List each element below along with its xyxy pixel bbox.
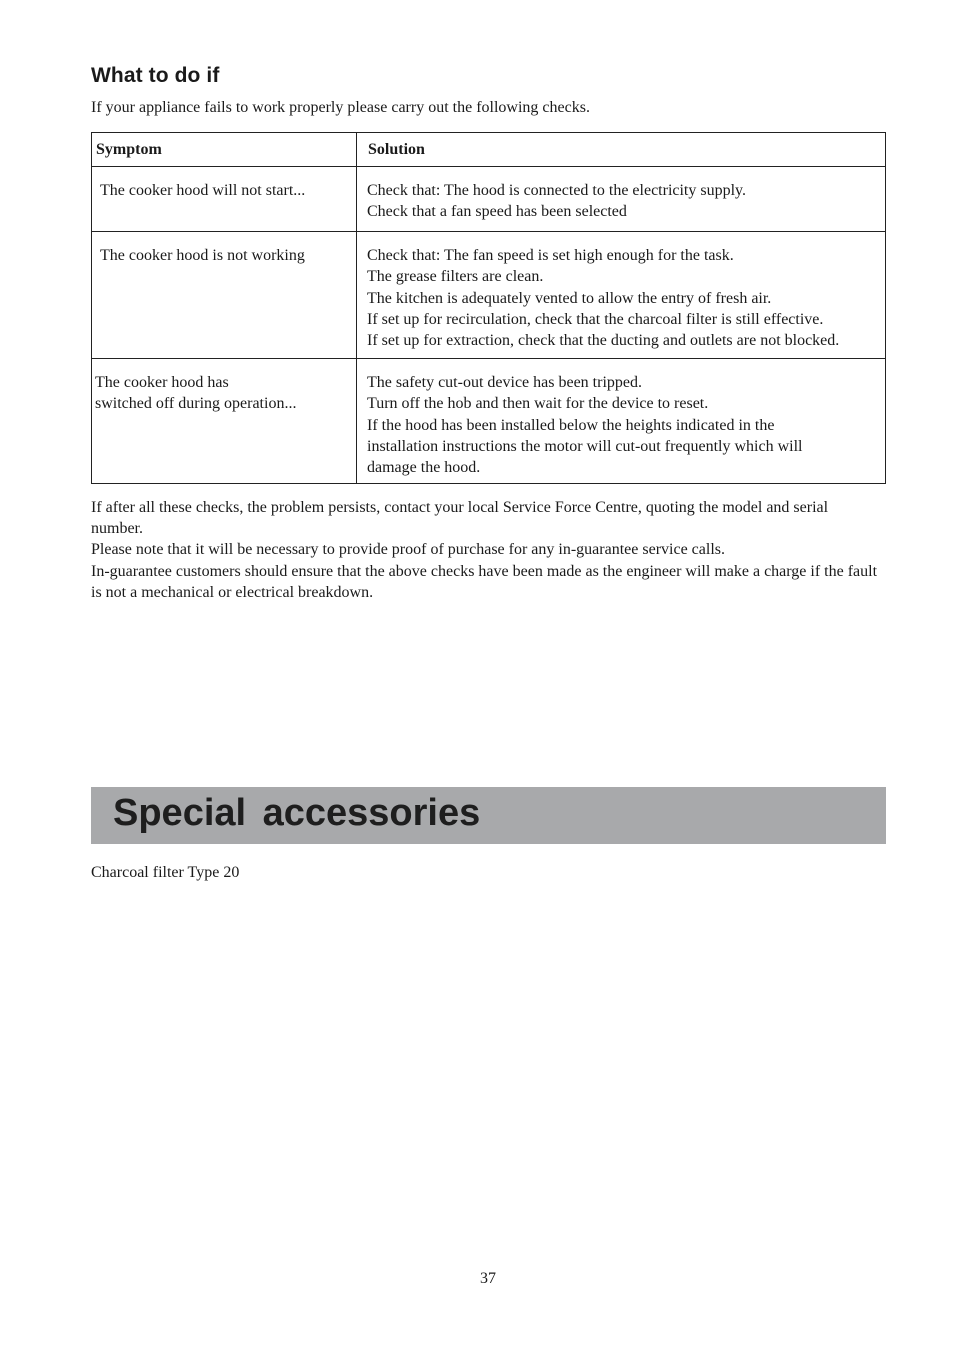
service-contact-note: If after all these checks, the problem persists, contact your local Service Force Centre, quoting the model and serial number.: [91, 499, 829, 538]
solution-cell: [357, 167, 886, 232]
solution-cell: [357, 359, 886, 484]
symptom-text: The cooker hood will not start...: [100, 182, 306, 199]
solution-line: If the hood has been installed below the heights indicated in the: [367, 416, 775, 434]
symptom-text: switched off during operation...: [95, 395, 297, 413]
section-title: What to do if: [91, 64, 220, 87]
special-accessories-title: Special accessories: [113, 792, 481, 834]
symptom-cell: [92, 232, 357, 359]
table-row: [92, 359, 886, 484]
solution-line: Check that: The fan speed is set high enough for the task.: [367, 247, 734, 264]
symptom-text: The cooker hood is not working: [100, 247, 305, 264]
solution-line: The grease filters are clean.: [367, 268, 544, 286]
solution-line: The safety cut-out device has been tripped.: [367, 374, 642, 391]
symptom-text: The cooker hood has: [95, 374, 229, 391]
solution-line: Turn off the hob and then wait for the device to reset.: [367, 395, 709, 413]
solution-line: If set up for extraction, check that the ducting and outlets are not blocked.: [367, 332, 840, 350]
solution-line: installation instructions the motor will cut-out frequently which will: [367, 437, 803, 455]
solution-line: The kitchen is adequately vented to allow the entry of fresh air.: [367, 289, 772, 307]
page-number: 37: [480, 1270, 496, 1287]
troubleshooting-table: [91, 132, 886, 484]
symptom-header: Symptom: [92, 133, 357, 167]
solution-line: Check that: The hood is connected to the electricity supply.: [367, 182, 747, 199]
solution-header: Solution: [357, 133, 886, 167]
after-notes: [91, 497, 881, 603]
table-row: [92, 232, 886, 359]
accessory-item: Charcoal filter Type 20: [91, 864, 240, 881]
table-row: [92, 167, 886, 232]
proof-of-purchase-note: Please note that it will be necessary to provide proof of purchase for any in-guarantee service calls.: [91, 541, 725, 559]
intro-text: If your appliance fails to work properly please carry out the following checks.: [91, 99, 590, 116]
solution-line: Check that a fan speed has been selected: [367, 203, 627, 221]
solution-line: If set up for recirculation, check that the charcoal filter is still effective.: [367, 310, 824, 328]
solution-line: damage the hood.: [367, 459, 481, 477]
guarantee-charge-note: In-guarantee customers should ensure that the above checks have been made as the engineer will make a charge if the fault is not a mechanical or electrical breakdown.: [91, 562, 878, 601]
symptom-cell: [92, 167, 357, 232]
solution-cell: [357, 232, 886, 359]
table-header-row: [92, 133, 886, 167]
symptom-cell: [92, 359, 357, 484]
special-accessories-banner: [91, 787, 886, 844]
